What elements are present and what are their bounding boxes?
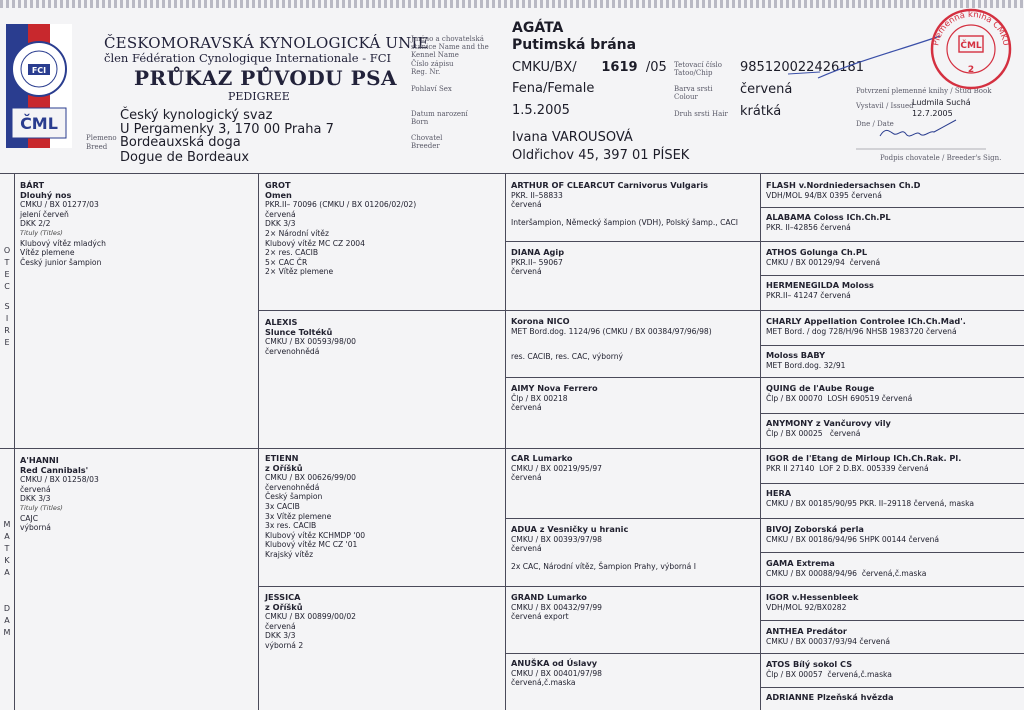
parent-dam-cell: A'HANNI Red Cannibals' CMKU / BX 01258/03 červená DKK 3/3 Tituly (Titles) CAJC výborná xyxy=(20,455,99,533)
sire-side-label: O T E C S I R E xyxy=(3,246,11,347)
dog-name: AGÁTA xyxy=(512,20,564,36)
breed-cz: Bordeauxská doga xyxy=(120,135,241,150)
great-grandparent-cell: ARTHUR OF CLEARCUT Carnivorus Vulgaris PKR. II–58833 červená Interšampion, Německý šampion (VDH), Polský šamp., CACI xyxy=(511,180,739,227)
grandparent-cell: ETIENN z Oříšků CMKU / BX 00626/99/00 červenohnědá Český šampion 3x CACIB 3x Vítěz plemene 3x res. CACIB Klubový vítěz KCHMDP '00 Klubový vítěz MC CZ '01 Krajský vítěz xyxy=(265,453,366,559)
gen4-ancestor-cell: GAMA Extrema CMKU / BX 00088/94/96 červená,č.maska xyxy=(766,558,927,578)
dog-colour: červená xyxy=(740,82,793,97)
great-grandparent-cell: CAR Lumarko CMKU / BX 00219/95/97 červená xyxy=(511,453,602,483)
dog-born: 1.5.2005 xyxy=(512,103,570,118)
issued-date: 12.7.2005 xyxy=(912,109,953,118)
gen4-ancestor-cell: ADRIANNE Plzeňská hvězda xyxy=(766,692,894,702)
name-label: Jméno a chovatelská stanice Name and the Kennel Name xyxy=(411,35,489,59)
breeder-name: Ivana VAROUSOVÁ xyxy=(512,130,633,145)
great-grandparent-cell: Korona NICO MET Bord.dog. 1124/96 (CMKU / BX 00384/97/96/98) res. CACIB, res. CAC, výborný xyxy=(511,316,712,362)
issued-label: Vystavil / Issued xyxy=(856,102,914,110)
date-label: Dne / Date xyxy=(856,120,894,128)
org-name: ČESKOMORAVSKÁ KYNOLOGICKÁ UNIE xyxy=(104,34,429,52)
tattoo-number: 985120022426181 xyxy=(740,60,865,75)
gen4-ancestor-cell: ATHOS Golunga Ch.PL CMKU / BX 00129/94 červená xyxy=(766,247,881,267)
stamp-text: Plemenná kniha ČMKU xyxy=(931,9,1011,47)
great-grandparent-cell: AIMY Nova Ferrero Člp / BX 00218 červená xyxy=(511,383,598,413)
gen4-ancestor-cell: ATOS Bílý sokol CS Člp / BX 00057 červená,č.maska xyxy=(766,659,892,679)
grandparent-cell: JESSICA z Oříšků CMKU / BX 00899/00/02 červená DKK 3/3 výborná 2 xyxy=(265,592,356,650)
colour-label: Barva srsti Colour xyxy=(674,85,713,101)
gen4-ancestor-cell: ANTHEA Predátor CMKU / BX 00037/93/94 červená xyxy=(766,626,891,646)
gen4-ancestor-cell: ALABAMA Coloss ICh.Ch.PL PKR. II–42856 červená xyxy=(766,212,891,232)
gen4-ancestor-cell: Moloss BABY MET Bord.dog. 32/91 xyxy=(766,350,846,370)
gen4-ancestor-cell: IGOR de l'Etang de Mirloup ICh.Ch.Rak. Pl. PKR II 27140 LOF 2 D.BX. 005339 červená xyxy=(766,453,962,473)
signature-lines xyxy=(0,0,1024,170)
dog-hair: krátká xyxy=(740,104,782,119)
doc-title-en: PEDIGREE xyxy=(228,90,290,103)
gen4-ancestor-cell: HERMENEGILDA Moloss PKR.II– 41247 červená xyxy=(766,280,874,300)
breeder-address: Oldřichov 45, 397 01 PÍSEK xyxy=(512,148,690,163)
svg-text:ČML: ČML xyxy=(960,41,982,51)
sign-label: Podpis chovatele / Breeder's Sign. xyxy=(880,154,1002,162)
great-grandparent-cell: ANUŠKA od Úslavy CMKU / BX 00401/97/98 červená,č.maska xyxy=(511,658,602,688)
great-grandparent-cell: GRAND Lumarko CMKU / BX 00432/97/99 červená export xyxy=(511,592,602,622)
pedigree-table xyxy=(0,173,1024,710)
dog-sex: Fena/Female xyxy=(512,81,595,96)
svg-text:ČML: ČML xyxy=(20,114,58,133)
sex-label: Pohlaví Sex xyxy=(411,85,452,93)
breed-label-en: Breed xyxy=(86,143,108,151)
grandparent-cell: GROT Omen PKR.II– 70096 (CMKU / BX 01206/02/02) červená DKK 3/3 2× Národní vítěz Klubový vítěz MC CZ 2004 2× res. CACIB 5× CAC ČR 2× Vítěz plemene xyxy=(265,180,417,277)
reg-number: CMKU/BX/ 1619 /05 xyxy=(512,60,667,75)
doc-title: PRŮKAZ PŮVODU PSA xyxy=(134,66,398,90)
gen4-ancestor-cell: ANYMONY z Vančurovy vily Člp / BX 00025 červená xyxy=(766,418,891,438)
dog-kennel: Putimská brána xyxy=(512,37,637,53)
born-label: Datum narození Born xyxy=(411,110,468,126)
hair-label: Druh srsti Hair xyxy=(674,110,728,118)
breeder-signature xyxy=(880,120,956,136)
stamp-number: 2 xyxy=(967,65,975,75)
gen4-ancestor-cell: FLASH v.Nordniedersachsen Ch.D VDH/MOL 94/BX 0395 červená xyxy=(766,180,921,200)
gen4-ancestor-cell: QUING de l'Aube Rouge Člp / BX 00070 LOSH 690519 červená xyxy=(766,383,913,403)
gen4-ancestor-cell: BIVOJ Zoborská perla CMKU / BX 00186/94/96 SHPK 00144 červená xyxy=(766,524,940,544)
stud-book-label: Potvrzení plemenné knihy / Stud Book xyxy=(856,87,992,95)
breed-fr: Dogue de Bordeaux xyxy=(120,150,250,165)
breed-label-cz: Plemeno xyxy=(86,134,117,142)
stud-signature xyxy=(818,36,940,78)
stud-book-stamp xyxy=(926,4,1016,94)
logo-fci-text: FCI xyxy=(31,66,47,75)
parent-sire-cell: BÁRT Dlouhý nos CMKU / BX 01277/03 jelení červeň DKK 2/2 Tituly (Titles) Klubový vítěz mladých Vítěz plemene Český junior šampion xyxy=(20,180,106,267)
reg-label: Číslo zápisu Reg. Nr. xyxy=(411,60,454,76)
org-member: člen Fédération Cynologique Internationale - FCI xyxy=(104,51,392,65)
great-grandparent-cell: ADUA z Vesničky u hranic CMKU / BX 00393/97/98 červená 2x CAC, Národní vítěz, Šampion Prahy, výborná I xyxy=(511,524,696,571)
breeder-label: Chovatel Breeder xyxy=(411,134,443,150)
grandparent-cell: ALEXIS Slunce Toltéků CMKU / BX 00593/98/00 červenohnědá xyxy=(265,317,356,356)
gen4-ancestor-cell: HERA CMKU / BX 00185/90/95 PKR. II–29118 červená, maska xyxy=(766,488,975,508)
great-grandparent-cell: DIANA Agip PKR.II– 59067 červená xyxy=(511,247,565,277)
dam-side-label: M A T K A D A M xyxy=(3,520,11,637)
gen4-ancestor-cell: IGOR v.Hessenbleek VDH/MOL 92/BX0282 xyxy=(766,592,859,612)
club-address: U Pergamenky 3, 170 00 Praha 7 xyxy=(120,122,334,137)
gen4-ancestor-cell: CHARLY Appellation Controlee ICh.Ch.Mad'. MET Bord. / dog 728/H/96 NHSB 1983720 červená xyxy=(766,316,966,336)
issued-by: Ludmila Suchá xyxy=(912,98,971,107)
club-name: Český kynologický svaz xyxy=(120,108,273,123)
tattoo-label: Tetovací číslo Tatoo/Chip xyxy=(674,61,723,77)
